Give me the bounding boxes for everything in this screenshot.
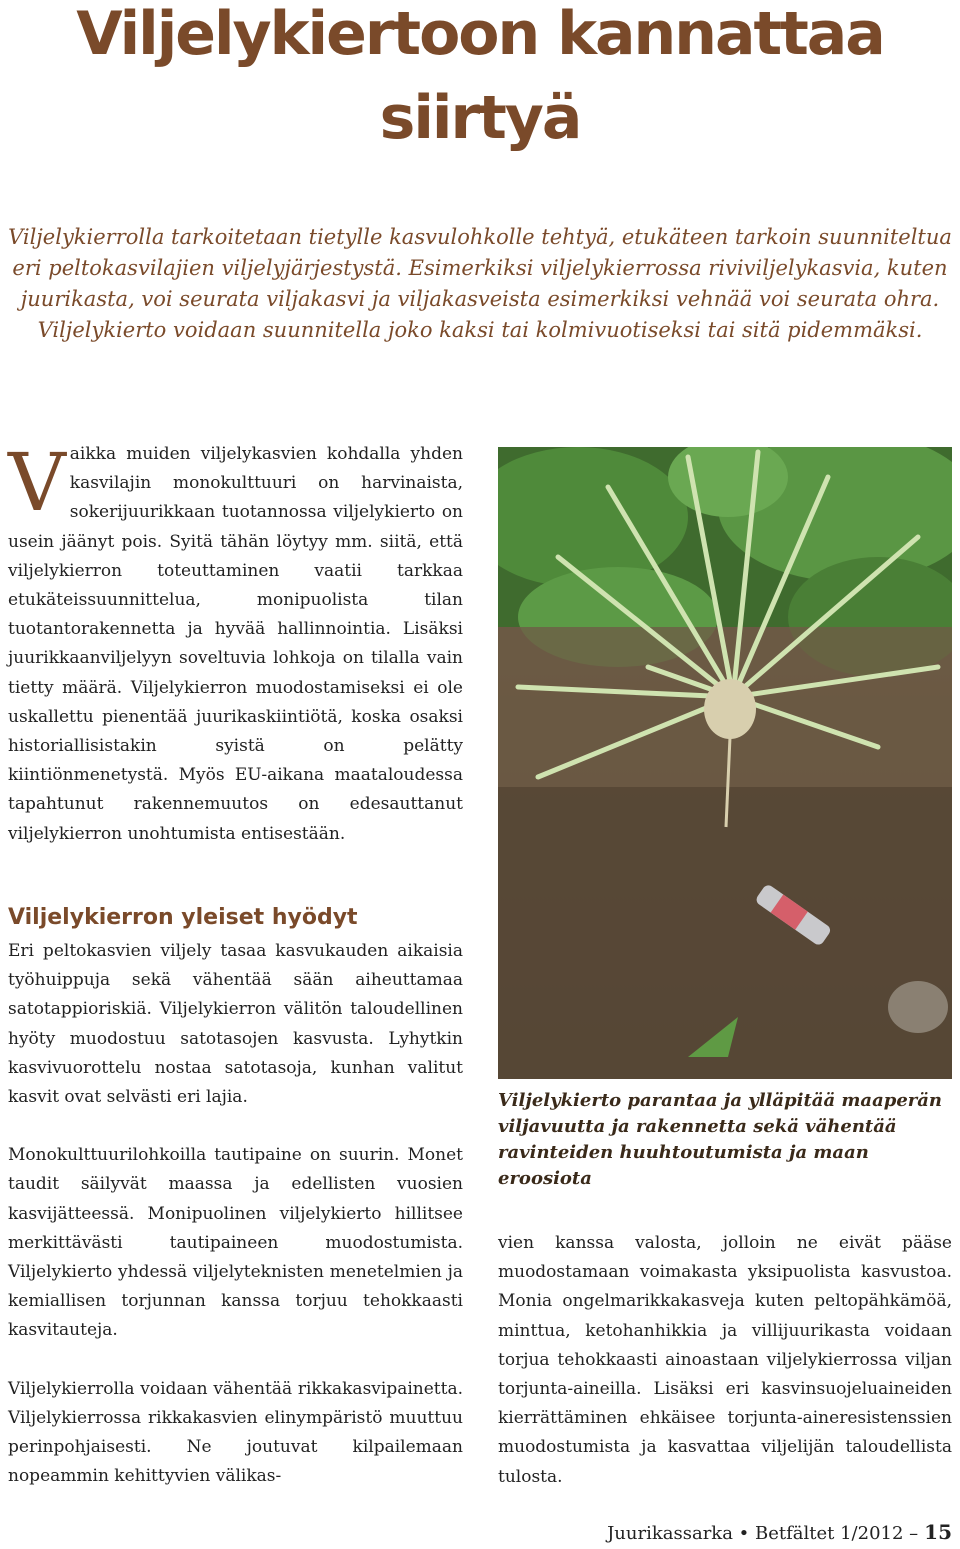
section-heading: Viljelykierron yleiset hyödyt [8, 905, 358, 930]
intro-paragraph [8, 436, 463, 849]
body-column-right [498, 1229, 952, 1492]
page-number: 15 [924, 1520, 952, 1544]
benefits-paragraph: Eri peltokasvien viljely tasaa kasvukauden aikaisia työhuippuja sekä vähentää sään aiheuttamaa satotappioriskiä. Viljelykierron välitön taloudellinen hyöty muodostuu satotasojen kasvusta. Lyhytkin kasvivuorottelu nostaa satotasoja, kunhan valitut kasvit ovat selvästi eri lajia. [8, 941, 463, 1108]
body-column-left [8, 436, 463, 849]
article-title-line-2: siirtyä [379, 83, 581, 153]
disease-paragraph: Monokulttuurilohkoilla tautipaine on suurin. Monet taudit säilyvät maassa ja edellisten vuosien kasvijätteessä. Monipuolinen viljelykierto hillitsee merkittävästi tautipaineen muodostumista. Viljelykierto yhdessä viljelyteknisten menetelmien ja kemiallisen torjunnan kanssa torjuu tehokkaasti kasvitauteja. [8, 1145, 463, 1341]
intro-text: aikka muiden viljelykasvien kohdalla yhden kasvilajin monokulttuuri on harvinaista, sokerijuurikkaan tuotannossa viljelykierto on usein jäänyt pois. Syitä tähän löytyy mm. siitä, että viljelykierron toteuttaminen vaatii tarkkaa etukäteissuunnittelua, monipuolista tilan tuotantorakennetta ja hyvää hallinnointia. Lisäksi juurikkaanviljelyyn soveltuvia lohkoja on tilalla vain tietty määrä. Viljelykierron muodostamiseksi ei ole uskallettu pienentää juurikaskiintiötä, koska osaksi historiallisistakin syistä on pelätty kiintiönmenetystä. Myös EU-aikana maataloudessa tapahtunut rakennemuutos on edesauttanut viljelykierron unohtumista entisestään. [8, 444, 463, 844]
lead-paragraph: Viljelykierrolla tarkoitetaan tietylle kasvulohkolle tehtyä, etukäteen tarkoin suunniteltua eri peltokasvilajien viljelyjärjestystä. Esimerkiksi viljelykierrossa riviviljelykasvia, kuten juurikasta, voi seurata viljakasvi ja viljakasveista esimerkiksi vehnää voi seurata ohra. Viljelykierto voidaan suunnitella joko kaksi tai kolmivuotiseksi tai sitä pidemmäksi. [8, 225, 952, 342]
drop-cap: V [8, 436, 66, 529]
page-footer [607, 1520, 952, 1544]
right-column-paragraph: vien kanssa valosta, jolloin ne eivät pääse muodostamaan voimakasta yksipuolista kasvustoa. Monia ongelmarikkakasveja kuten peltopähkämöä, minttua, ketohanhikkia ja villijuurikasta voidaan torjua tehokkaasti ainoastaan viljelykierrossa viljan torjunta-aineilla. Lisäksi eri kasvinsuojeluaineiden kierrättäminen ehkäisee torjunta-aineresistenssien muodostumista ja kasvattaa viljelijän taloudellista tulosta. [498, 1233, 952, 1487]
body-column-left-lower [8, 937, 463, 1491]
photo-caption: Viljelykierto parantaa ja ylläpitää maaperän viljavuutta ja rakennetta sekä vähentää ravinteiden huuhtoutumista ja maan eroosiota [498, 1090, 943, 1189]
publication-name: Juurikassarka • Betfältet 1/2012 – [607, 1523, 919, 1544]
weed-paragraph: Viljelykierrolla voidaan vähentää rikkakasvipainetta. Viljelykierrossa rikkakasvien elinympäristö muuttuu perinpohjaisesti. Ne joutuvat kilpailemaan nopeammin kehittyvien välikas- [8, 1378, 463, 1487]
sugar-beet-photo [498, 447, 952, 1079]
article-title-line-1: Viljelykiertoon kannattaa [76, 0, 884, 69]
